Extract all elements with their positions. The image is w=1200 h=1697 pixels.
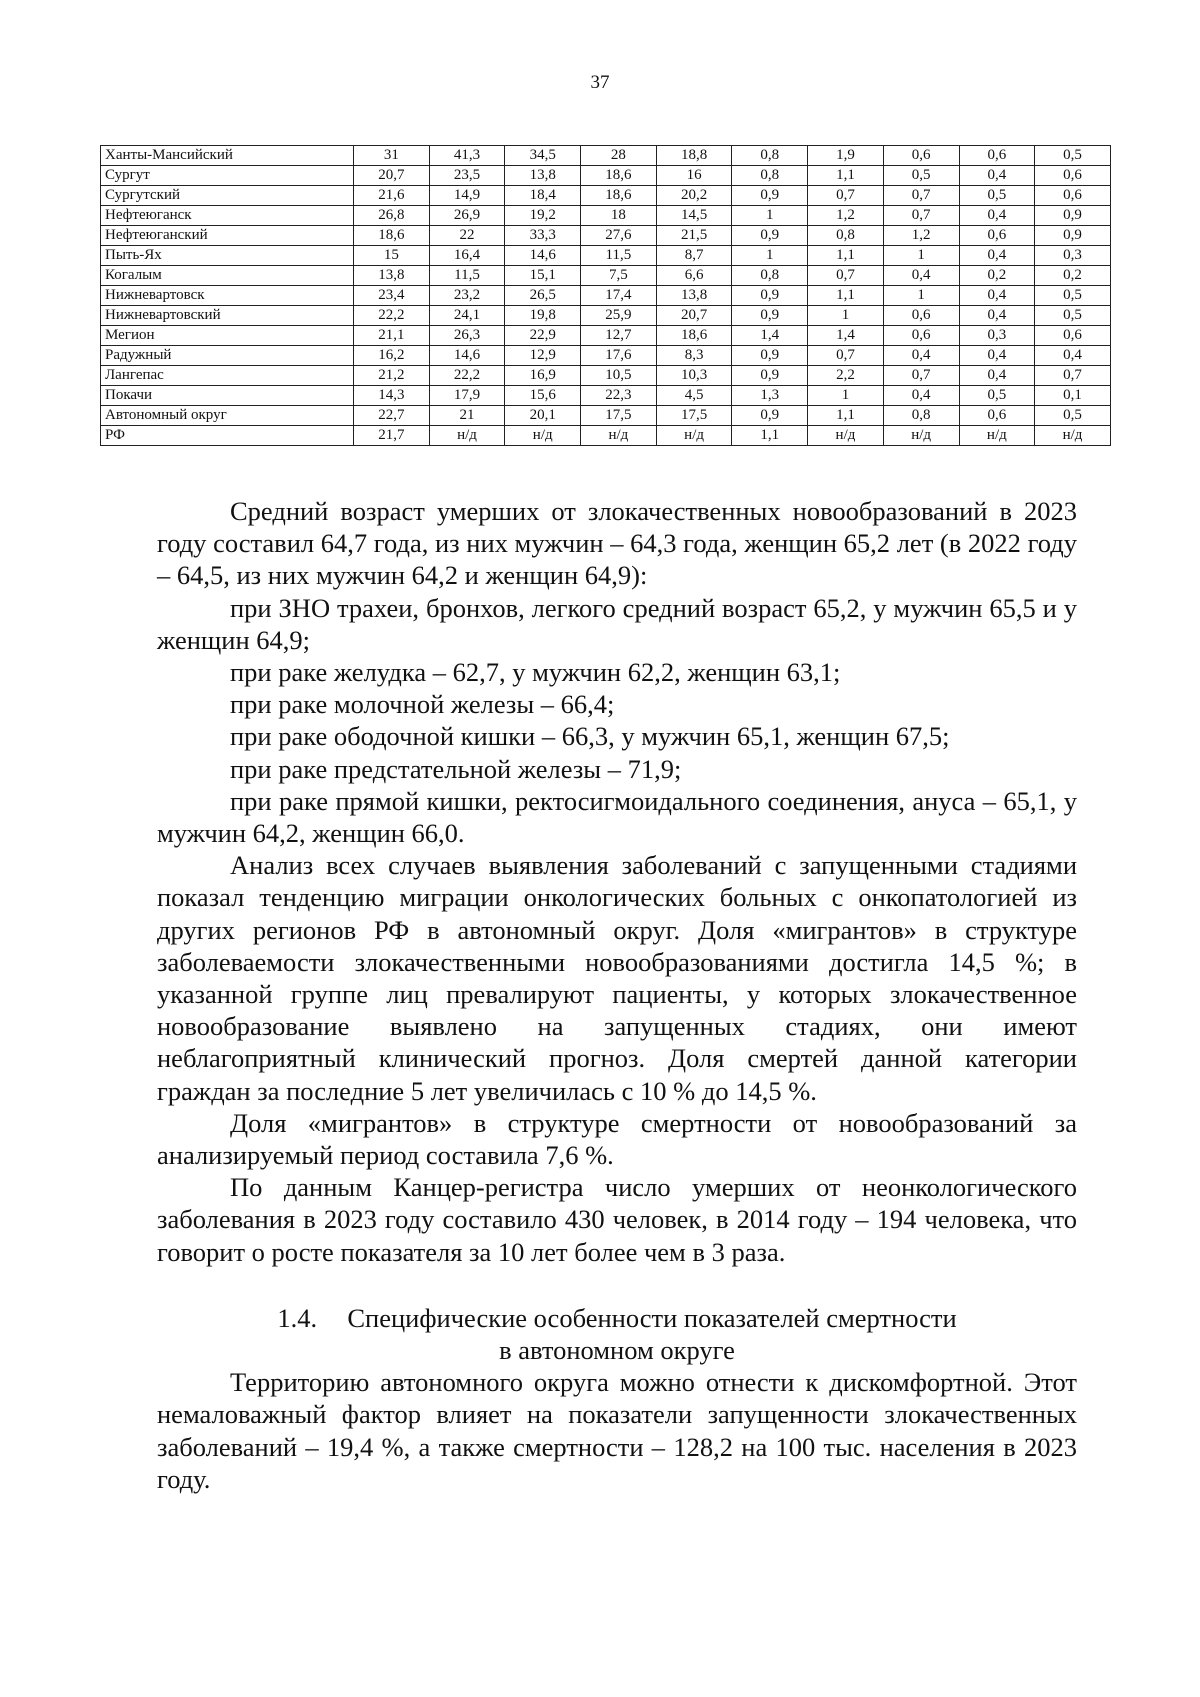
table-row-name-cell: Покачи (101, 386, 354, 406)
table-value-cell: 0,4 (959, 206, 1035, 226)
table-value-cell: 16,2 (354, 346, 430, 366)
table-value-cell: 0,3 (1035, 246, 1111, 266)
table-value-cell: 4,5 (656, 386, 732, 406)
table-value-cell: 1 (808, 386, 884, 406)
table-value-cell: 1 (883, 286, 959, 306)
table-value-cell: 26,5 (505, 286, 581, 306)
table-value-cell: 7,5 (581, 266, 657, 286)
paragraph-stomach: при раке желудка – 62,7, у мужчин 62,2, женщин 63,1; (230, 657, 841, 688)
section-title-line1: Специфические особенности показателей смертности (347, 1302, 957, 1333)
table-row-name-cell: Сургут (101, 166, 354, 186)
table-value-cell: 13,8 (656, 286, 732, 306)
paragraph-migrants-mortality: Доля «мигрантов» в структуре смертности от новообразований за анализируемый период составила 7,6 %. (157, 1107, 1077, 1171)
table-value-cell: 0,9 (732, 346, 808, 366)
table-value-cell: 0,5 (959, 386, 1035, 406)
table-value-cell: 23,2 (429, 286, 505, 306)
paragraph-territory: Территорию автономного округа можно отнести к дискомфортной. Этот немаловажный фактор влияет на показатели запущенности злокачественных заболеваний – 19,4 %, а также смертности – 128,2 на 100 тыс. населения в 2023 году. (157, 1367, 1077, 1494)
table-value-cell: 41,3 (429, 146, 505, 166)
table-value-cell: 0,9 (1035, 226, 1111, 246)
table-row (101, 246, 1111, 266)
table-row (101, 386, 1111, 406)
table-value-cell: 14,3 (354, 386, 430, 406)
table-value-cell: 0,4 (959, 346, 1035, 366)
table-value-cell: 0,2 (1035, 266, 1111, 286)
table-value-cell: 10,5 (581, 366, 657, 386)
table-value-cell: 20,7 (354, 166, 430, 186)
table-row (101, 226, 1111, 246)
table-row-name-cell: Пыть-Ях (101, 246, 354, 266)
table-value-cell: н/д (429, 426, 505, 446)
page-number: 37 (590, 72, 610, 93)
table-value-cell: 0,6 (959, 226, 1035, 246)
table-value-cell: 0,7 (808, 346, 884, 366)
table-value-cell: 26,9 (429, 206, 505, 226)
table-value-cell: 21,7 (354, 426, 430, 446)
table-value-cell: н/д (883, 426, 959, 446)
table-value-cell: 0,5 (959, 186, 1035, 206)
table-value-cell: 14,6 (429, 346, 505, 366)
table-value-cell: 0,7 (808, 266, 884, 286)
table-value-cell: 25,9 (581, 306, 657, 326)
table-value-cell: 0,5 (1035, 306, 1111, 326)
paragraph-colon: при раке ободочной кишки – 66,3, у мужчин 65,1, женщин 67,5; (230, 721, 950, 752)
table-value-cell: 0,6 (1035, 166, 1111, 186)
table-value-cell: 2,2 (808, 366, 884, 386)
table-value-cell: 1,9 (808, 146, 884, 166)
statistics-table (100, 145, 1111, 446)
table-value-cell: 1,2 (808, 206, 884, 226)
table-row (101, 146, 1111, 166)
table-row-name-cell: Нижневартовский (101, 306, 354, 326)
table-value-cell: 0,8 (883, 406, 959, 426)
table-value-cell: 22,7 (354, 406, 430, 426)
table-value-cell: 1,1 (732, 426, 808, 446)
table-row-name-cell: Автономный округ (101, 406, 354, 426)
table-row (101, 406, 1111, 426)
table-value-cell: 11,5 (581, 246, 657, 266)
table-value-cell: 0,5 (1035, 286, 1111, 306)
table-row (101, 306, 1111, 326)
table-value-cell: 0,1 (1035, 386, 1111, 406)
table-value-cell: 0,5 (1035, 146, 1111, 166)
table-row (101, 426, 1111, 446)
section-title-line2: в автономном округе (499, 1335, 735, 1366)
table-value-cell: 0,4 (1035, 346, 1111, 366)
table-value-cell: 22 (429, 226, 505, 246)
table-value-cell: 0,6 (1035, 186, 1111, 206)
table-row-name-cell: Радужный (101, 346, 354, 366)
table-value-cell: 19,8 (505, 306, 581, 326)
table-value-cell: н/д (581, 426, 657, 446)
table-value-cell: 0,8 (808, 226, 884, 246)
table-row-name-cell: РФ (101, 426, 354, 446)
table-value-cell: 12,9 (505, 346, 581, 366)
table-value-cell: 0,9 (732, 306, 808, 326)
table-value-cell: 0,9 (732, 226, 808, 246)
table-value-cell: 20,7 (656, 306, 732, 326)
section-heading (157, 1302, 1077, 1334)
table-value-cell: 0,6 (883, 306, 959, 326)
table-value-cell: 0,7 (808, 186, 884, 206)
paragraph-average-age: Средний возраст умерших от злокачественных новообразований в 2023 году составил 64,7 года, из них мужчин – 64,3 года, женщин 65,2 лет (в 2022 году – 64,5, из них мужчин 64,2 и женщин 64,9): (157, 496, 1077, 591)
table-value-cell: 16 (656, 166, 732, 186)
table-value-cell: н/д (505, 426, 581, 446)
table-value-cell: 13,8 (354, 266, 430, 286)
table-value-cell: 17,6 (581, 346, 657, 366)
table-value-cell: 11,5 (429, 266, 505, 286)
table-value-cell: 21,2 (354, 366, 430, 386)
table-value-cell: 0,5 (883, 166, 959, 186)
table-value-cell: 0,5 (1035, 406, 1111, 426)
table-value-cell: 20,1 (505, 406, 581, 426)
section-number: 1.4. (277, 1302, 318, 1333)
table-value-cell: 0,6 (959, 146, 1035, 166)
table-row-name-cell: Когалым (101, 266, 354, 286)
table-value-cell: 27,6 (581, 226, 657, 246)
paragraph-rectum: при раке прямой кишки, ректосигмоидального соединения, ануса – 65,1, у мужчин 64,2, женщин 66,0. (157, 785, 1077, 849)
table-value-cell: 18,6 (581, 186, 657, 206)
table-value-cell: 20,2 (656, 186, 732, 206)
table-row (101, 266, 1111, 286)
table-value-cell: н/д (1035, 426, 1111, 446)
table-value-cell: 19,2 (505, 206, 581, 226)
table-value-cell: 0,6 (959, 406, 1035, 426)
table-value-cell: 13,8 (505, 166, 581, 186)
table-value-cell: 0,7 (883, 186, 959, 206)
table-value-cell: 14,9 (429, 186, 505, 206)
table-value-cell: 18 (581, 206, 657, 226)
table-value-cell: 0,4 (959, 306, 1035, 326)
table-value-cell: 0,4 (959, 366, 1035, 386)
table-value-cell: 0,2 (959, 266, 1035, 286)
table-value-cell: 18,6 (581, 166, 657, 186)
table-value-cell: 0,8 (732, 146, 808, 166)
table-row (101, 206, 1111, 226)
table-value-cell: 15,1 (505, 266, 581, 286)
table-value-cell: 17,9 (429, 386, 505, 406)
table-value-cell: 21,1 (354, 326, 430, 346)
table-value-cell: 14,6 (505, 246, 581, 266)
table-value-cell: 26,3 (429, 326, 505, 346)
table-row (101, 186, 1111, 206)
table-row (101, 366, 1111, 386)
table-value-cell: 1,1 (808, 406, 884, 426)
table-value-cell: 18,6 (354, 226, 430, 246)
table-value-cell: 22,2 (354, 306, 430, 326)
table-row (101, 286, 1111, 306)
table-value-cell: 1,1 (808, 246, 884, 266)
table-row (101, 346, 1111, 366)
table-value-cell: 18,8 (656, 146, 732, 166)
table-row-name-cell: Мегион (101, 326, 354, 346)
table-row-name-cell: Лангепас (101, 366, 354, 386)
table-value-cell: 1 (732, 246, 808, 266)
paragraph-lung: при ЗНО трахеи, бронхов, легкого средний возраст 65,2, у мужчин 65,5 и у женщин 64,9; (157, 592, 1077, 655)
table-value-cell: 23,4 (354, 286, 430, 306)
table-value-cell: 31 (354, 146, 430, 166)
table-value-cell: 0,9 (732, 286, 808, 306)
table-row-name-cell: Нефтеюганск (101, 206, 354, 226)
table-value-cell: 18,4 (505, 186, 581, 206)
table-value-cell: 1,4 (732, 326, 808, 346)
table-value-cell: 17,5 (656, 406, 732, 426)
table-value-cell: 21 (429, 406, 505, 426)
table-value-cell: 0,6 (1035, 326, 1111, 346)
table-value-cell: 34,5 (505, 146, 581, 166)
body-text (157, 495, 1077, 1495)
table-value-cell: 21,6 (354, 186, 430, 206)
table-value-cell: 15,6 (505, 386, 581, 406)
table-value-cell: 23,5 (429, 166, 505, 186)
table-value-cell: 1,1 (808, 166, 884, 186)
table-value-cell: 6,6 (656, 266, 732, 286)
table-value-cell: 0,8 (732, 166, 808, 186)
table-value-cell: 1 (808, 306, 884, 326)
table-value-cell: 0,8 (732, 266, 808, 286)
table-value-cell: 10,3 (656, 366, 732, 386)
table-row-name-cell: Нефтеюганский (101, 226, 354, 246)
table-row-name-cell: Сургутский (101, 186, 354, 206)
table-row (101, 326, 1111, 346)
table-value-cell: 22,9 (505, 326, 581, 346)
table-value-cell: 0,4 (959, 286, 1035, 306)
table-value-cell: 26,8 (354, 206, 430, 226)
table-value-cell: 8,3 (656, 346, 732, 366)
table-body (101, 146, 1111, 446)
table-value-cell: 14,5 (656, 206, 732, 226)
table-value-cell: 0,6 (883, 326, 959, 346)
table-value-cell: 24,1 (429, 306, 505, 326)
table-value-cell: 17,4 (581, 286, 657, 306)
table-value-cell: 0,9 (732, 186, 808, 206)
table-value-cell: 1,2 (883, 226, 959, 246)
table-value-cell: 22,2 (429, 366, 505, 386)
table-value-cell: 28 (581, 146, 657, 166)
table-value-cell: 17,5 (581, 406, 657, 426)
table-value-cell: 0,9 (732, 406, 808, 426)
table-row-name-cell: Нижневартовск (101, 286, 354, 306)
table-value-cell: н/д (808, 426, 884, 446)
table-value-cell: 16,9 (505, 366, 581, 386)
table-value-cell: 0,4 (959, 166, 1035, 186)
table-value-cell: 0,9 (1035, 206, 1111, 226)
table-value-cell: 0,4 (883, 346, 959, 366)
table-row (101, 166, 1111, 186)
table-row-name-cell: Ханты-Мансийский (101, 146, 354, 166)
table-value-cell: 22,3 (581, 386, 657, 406)
table-value-cell: 8,7 (656, 246, 732, 266)
table-value-cell: 15 (354, 246, 430, 266)
table-value-cell: 0,9 (732, 366, 808, 386)
table-value-cell: 1 (732, 206, 808, 226)
paragraph-prostate: при раке предстательной железы – 71,9; (230, 753, 682, 784)
paragraph-migrants-analysis: Анализ всех случаев выявления заболеваний с запущенными стадиями показал тенденцию миграции онкологических больных с онкопатологией из других регионов РФ в автономный округ. Доля «мигрантов» в структуре заболеваемости злокачественными новообразованиями достигла 14,5 %; в указанной группе лиц превалируют пациенты, у которых злокачественное новообразование выявлено на запущенных стадиях, они имеют неблагоприятный клинический прогноз. Доля смертей данной категории граждан за последние 5 лет увеличилась с 10 % до 14,5 %. (157, 850, 1077, 1106)
table-value-cell: 0,4 (883, 266, 959, 286)
table-value-cell: 33,3 (505, 226, 581, 246)
table-value-cell: 1,3 (732, 386, 808, 406)
table-value-cell: 1,4 (808, 326, 884, 346)
table-value-cell: 16,4 (429, 246, 505, 266)
table-value-cell: 21,5 (656, 226, 732, 246)
table-value-cell: 18,6 (656, 326, 732, 346)
table-value-cell: 0,4 (959, 246, 1035, 266)
table-value-cell: 12,7 (581, 326, 657, 346)
table-value-cell: 1 (883, 246, 959, 266)
table-value-cell: 1,1 (808, 286, 884, 306)
table-value-cell: 0,7 (883, 366, 959, 386)
table-value-cell: 0,6 (883, 146, 959, 166)
paragraph-cancer-registry: По данным Канцер-регистра число умерших от неонкологического заболевания в 2023 году составило 430 человек, в 2014 году – 194 человека, что говорит о росте показателя за 10 лет более чем в 3 раза. (157, 1172, 1077, 1267)
table-value-cell: 0,7 (883, 206, 959, 226)
table-value-cell: н/д (959, 426, 1035, 446)
table-value-cell: н/д (656, 426, 732, 446)
table-value-cell: 0,4 (883, 386, 959, 406)
paragraph-breast: при раке молочной железы – 66,4; (230, 689, 615, 720)
table-value-cell: 0,3 (959, 326, 1035, 346)
table-value-cell: 0,7 (1035, 366, 1111, 386)
